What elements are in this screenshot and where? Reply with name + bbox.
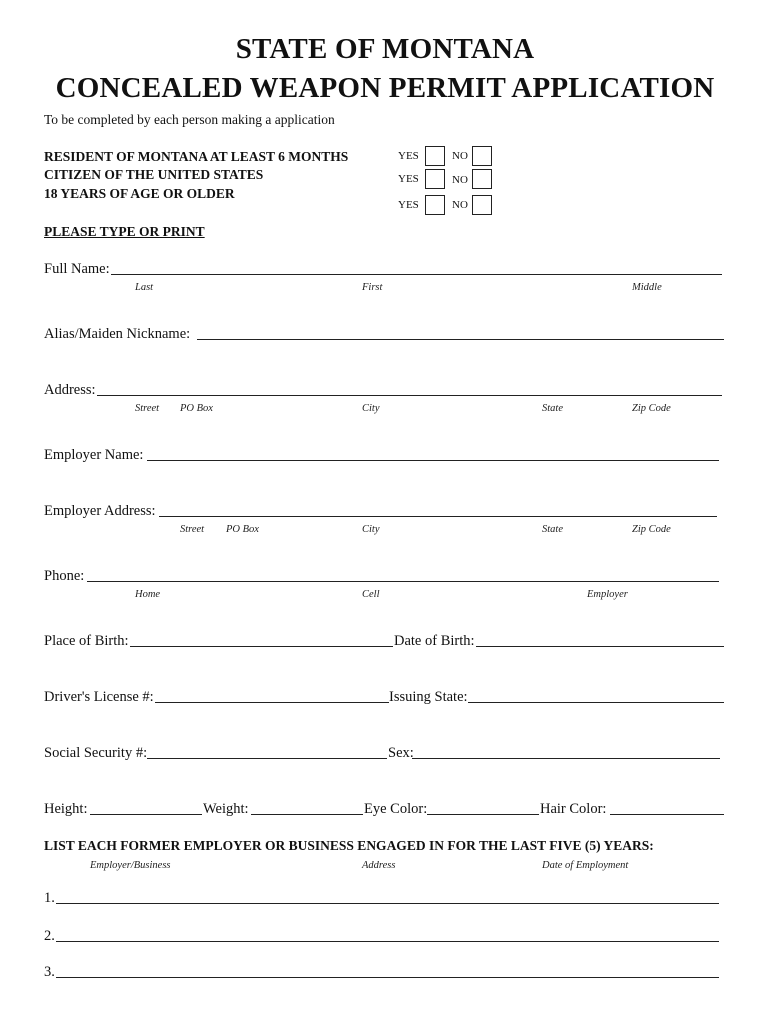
address-state-caption: State (542, 403, 563, 414)
phone-employer-caption: Employer (587, 589, 628, 600)
yes-label-2: YES (398, 173, 419, 185)
name-middle-caption: Middle (632, 282, 662, 293)
name-last-caption: Last (135, 282, 154, 293)
employment-row-number: 1. (44, 890, 55, 906)
full-name-label: Full Name: (44, 261, 110, 277)
sex-label: Sex: (388, 745, 414, 761)
employment-row-3-field[interactable] (56, 977, 719, 978)
no-label-1: NO (452, 150, 468, 162)
address-pobox-caption: PO Box (180, 403, 213, 414)
employer-address-label: Employer Address: (44, 503, 156, 519)
hair-color-label: Hair Color: (540, 801, 607, 817)
no-label-2: NO (452, 174, 468, 186)
ssn-label: Social Security #: (44, 745, 148, 761)
residency-no-checkbox[interactable] (472, 146, 492, 166)
employer-city-caption: City (362, 524, 380, 535)
alias-label: Alias/Maiden Nickname: (44, 326, 191, 342)
phone-cell-caption: Cell (362, 589, 380, 600)
employer-street-caption: Street (180, 524, 205, 535)
weight-label: Weight: (203, 801, 249, 817)
address-street-caption: Street (135, 403, 160, 414)
name-first-caption: First (362, 282, 383, 293)
eye-color-field[interactable] (427, 814, 539, 815)
phone-home-caption: Home (135, 589, 161, 600)
yes-label-3: YES (398, 199, 419, 211)
employer-address-field[interactable] (159, 516, 717, 517)
date-of-birth-field[interactable] (476, 646, 724, 647)
employer-name-label: Employer Name: (44, 447, 144, 463)
employment-row-2-field[interactable] (56, 941, 719, 942)
date-of-birth-label: Date of Birth: (394, 633, 475, 649)
address-label: Address: (44, 382, 96, 398)
form-title-line2: CONCEALED WEAPON PERMIT APPLICATION (55, 72, 715, 104)
employment-col-employer: Employer/Business (90, 860, 171, 871)
citizenship-no-checkbox[interactable] (472, 169, 492, 189)
hair-color-field[interactable] (610, 814, 724, 815)
eligibility-question-citizenship: CITIZEN OF THE UNITED STATES (44, 167, 264, 182)
weight-field[interactable] (251, 814, 363, 815)
employment-history-heading: LIST EACH FORMER EMPLOYER OR BUSINESS ENGAGED IN FOR THE LAST FIVE (5) YEARS: (44, 838, 654, 853)
citizenship-yes-checkbox[interactable] (425, 169, 445, 189)
issuing-state-field[interactable] (468, 702, 724, 703)
sex-field[interactable] (412, 758, 720, 759)
eligibility-question-residency: RESIDENT OF MONTANA AT LEAST 6 MONTHS (44, 149, 349, 164)
issuing-state-label: Issuing State: (389, 689, 468, 705)
employer-name-field[interactable] (147, 460, 719, 461)
form-title-line1: STATE OF MONTANA (235, 33, 535, 65)
age-yes-checkbox[interactable] (425, 195, 445, 215)
age-no-checkbox[interactable] (472, 195, 492, 215)
type-or-print-instruction: PLEASE TYPE OR PRINT (44, 224, 205, 239)
address-field[interactable] (97, 395, 722, 396)
place-of-birth-field[interactable] (130, 646, 393, 647)
address-city-caption: City (362, 403, 380, 414)
height-field[interactable] (90, 814, 202, 815)
employer-state-caption: State (542, 524, 563, 535)
no-label-3: NO (452, 199, 468, 211)
eligibility-question-age: 18 YEARS OF AGE OR OLDER (44, 186, 235, 201)
employment-row-1-field[interactable] (56, 903, 719, 904)
form-subtitle: To be completed by each person making a application (44, 112, 335, 127)
phone-label: Phone: (44, 568, 85, 584)
address-zip-caption: Zip Code (632, 403, 671, 414)
drivers-license-label: Driver's License #: (44, 689, 154, 705)
eye-color-label: Eye Color: (364, 801, 428, 817)
employer-pobox-caption: PO Box (226, 524, 259, 535)
phone-field[interactable] (87, 581, 719, 582)
full-name-field[interactable] (111, 274, 722, 275)
employment-col-address: Address (362, 860, 396, 871)
residency-yes-checkbox[interactable] (425, 146, 445, 166)
employment-col-date: Date of Employment (542, 860, 629, 871)
drivers-license-field[interactable] (155, 702, 389, 703)
ssn-field[interactable] (147, 758, 387, 759)
yes-label-1: YES (398, 150, 419, 162)
employer-zip-caption: Zip Code (632, 524, 671, 535)
place-of-birth-label: Place of Birth: (44, 633, 129, 649)
height-label: Height: (44, 801, 88, 817)
employment-row-number: 3. (44, 964, 55, 980)
alias-field[interactable] (197, 339, 724, 340)
employment-row-number: 2. (44, 928, 55, 944)
